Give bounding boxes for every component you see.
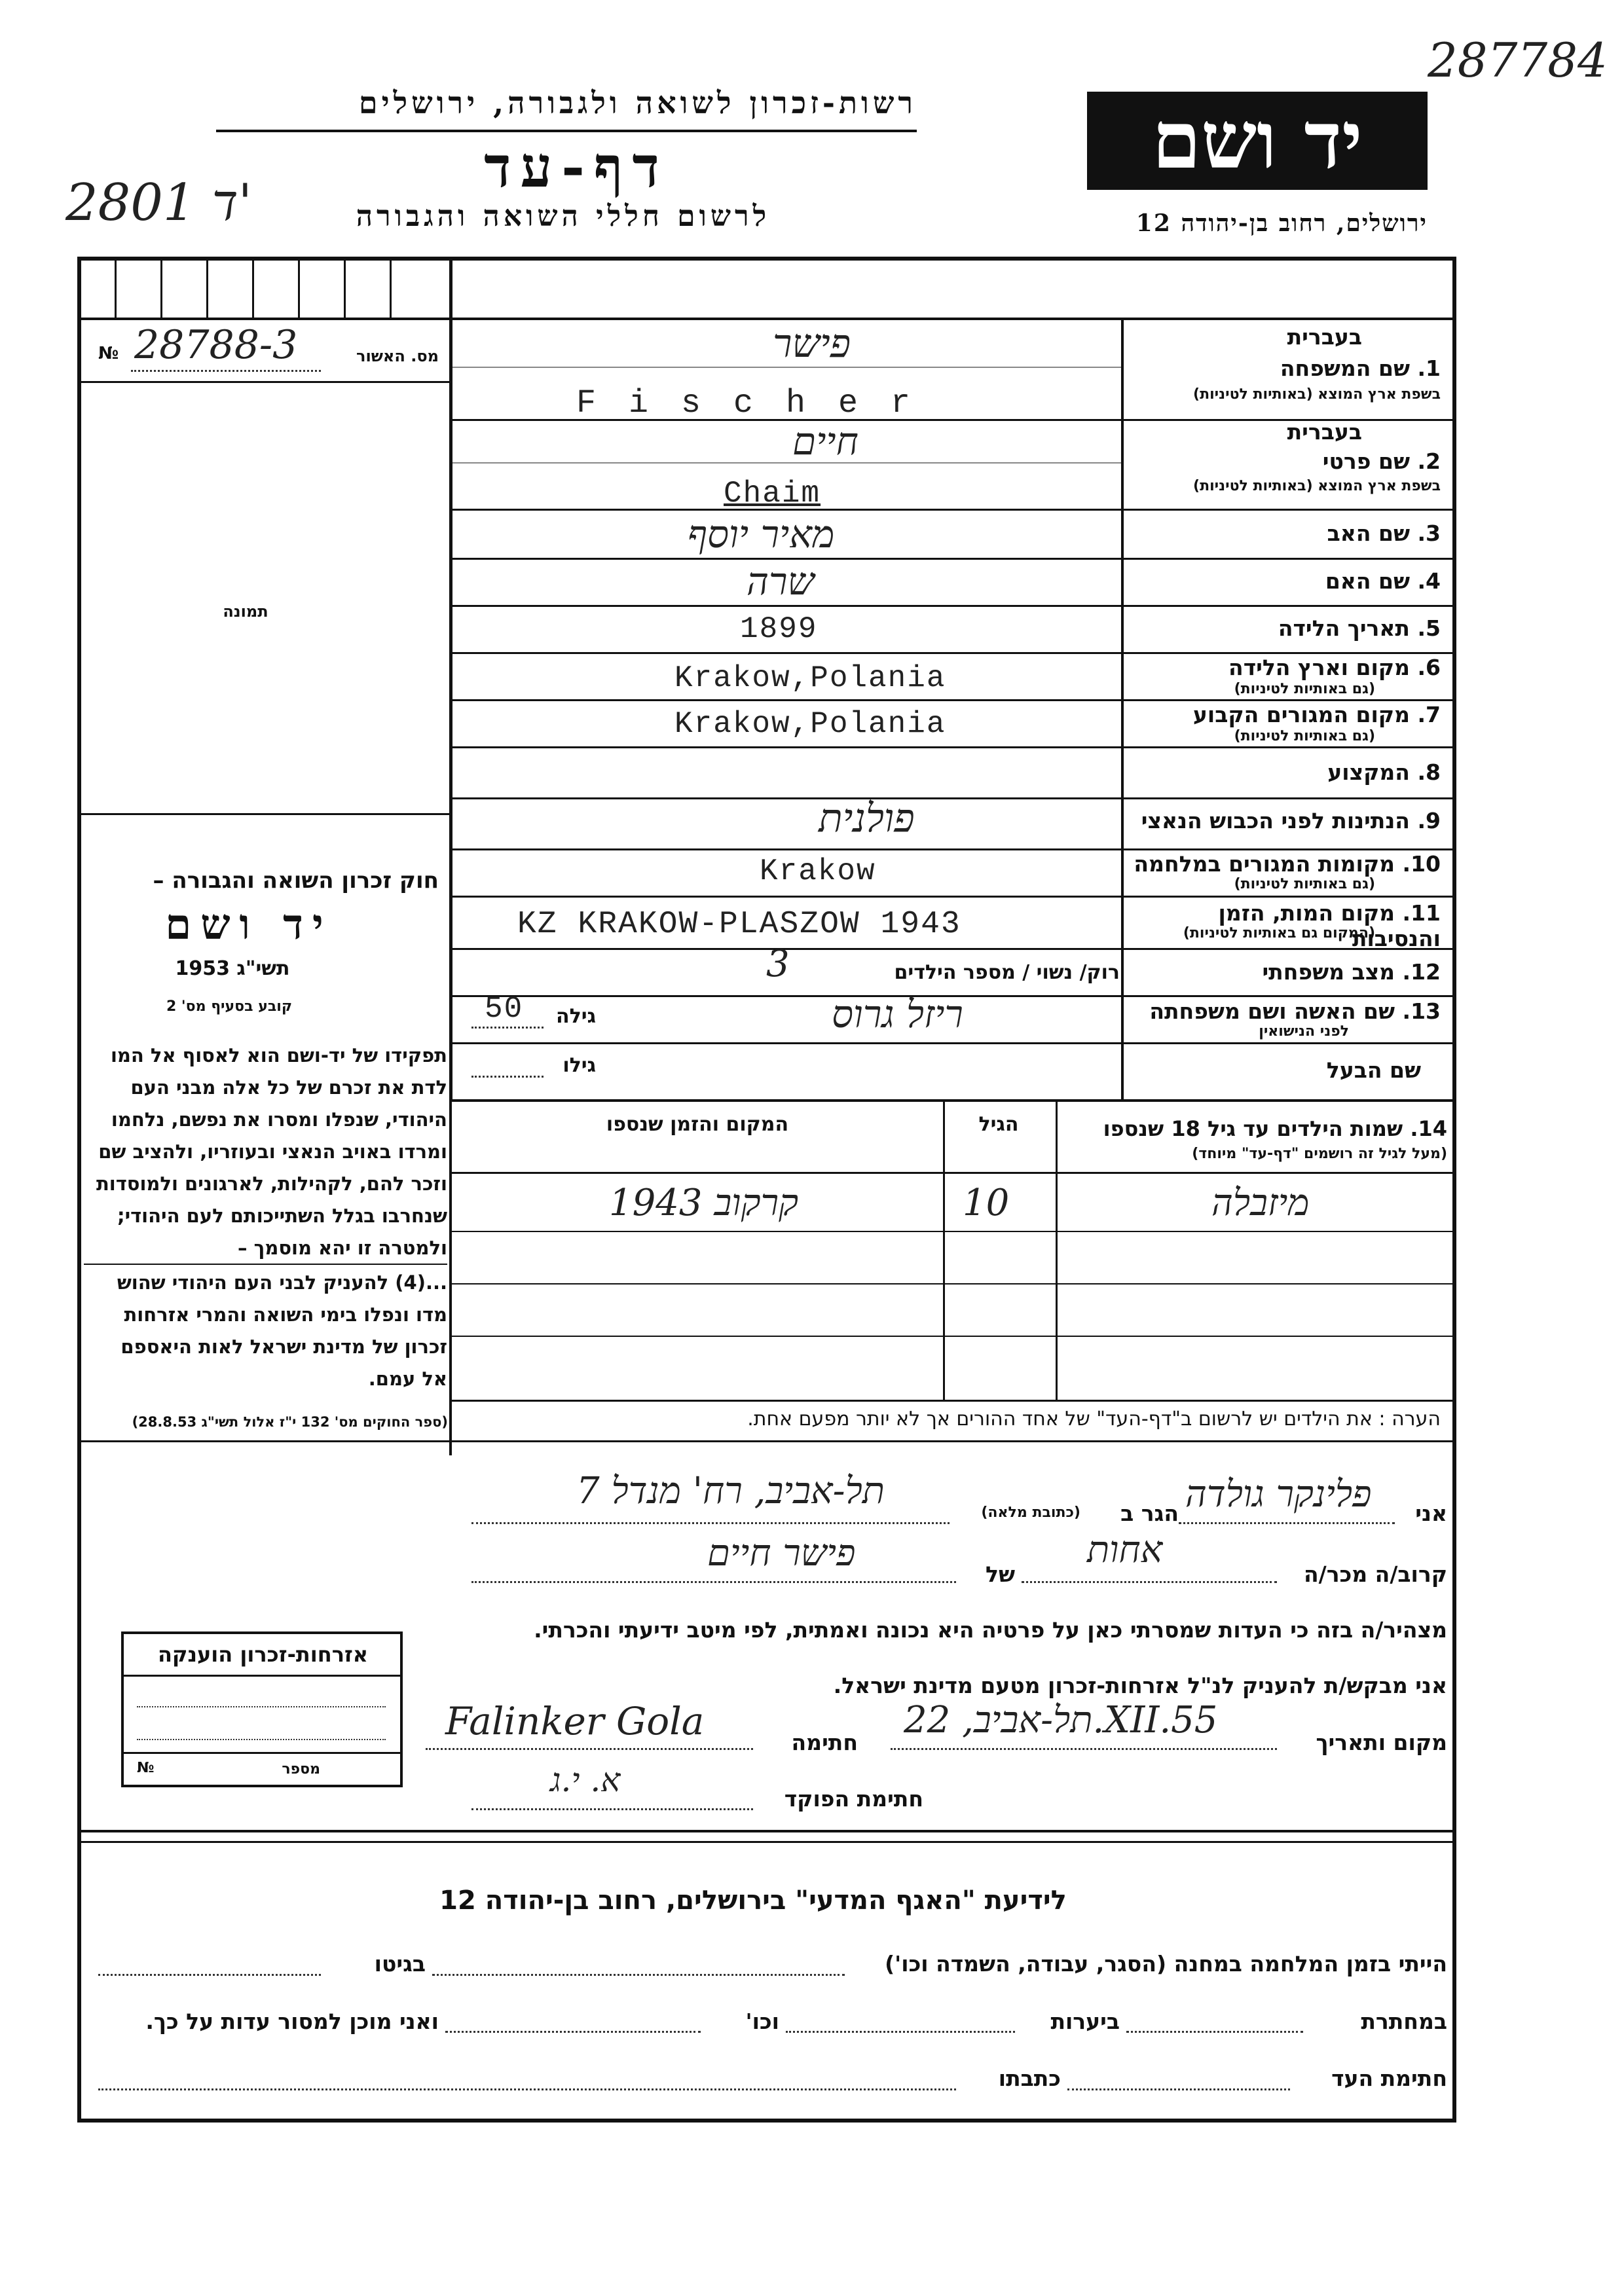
relation-of-value[interactable]: פישר חיים — [707, 1532, 856, 1575]
child-place-time-value[interactable]: קרקוב 1943 — [609, 1182, 799, 1224]
approval-label: מס. האשור — [356, 347, 439, 365]
child-name-value[interactable]: מיזבלה — [1211, 1182, 1310, 1224]
first-name-hebrew-value[interactable]: חיים — [792, 419, 858, 464]
family-name-latin-value[interactable]: F i s c h e r — [576, 385, 917, 422]
address: ירושלים, רחוב בן-יהודה 12 — [1135, 210, 1428, 237]
approval-no-sign: № — [98, 344, 119, 363]
signature-value[interactable]: Falinker Gola — [445, 1699, 705, 1743]
yad-vashem-logo: יד ושם — [1087, 92, 1428, 190]
children-count-value[interactable]: 3 — [766, 943, 790, 985]
first-name-latin-value[interactable]: Chaim — [724, 477, 821, 511]
residence-value[interactable]: Krakow,Polania — [674, 707, 946, 741]
org-underline — [216, 130, 917, 132]
wife-age-value[interactable]: 50 — [485, 992, 524, 1026]
nationality-value[interactable]: פולנית — [819, 795, 915, 841]
wife-name-value[interactable]: ריזל גרוס — [832, 992, 963, 1036]
left-handwritten-number: 2801 ד' — [65, 173, 253, 232]
org-line: רשות-זכרון לשואה ולגבורה, ירושלים — [358, 85, 917, 120]
place-date-value[interactable]: תל-אביב, 22.XII.55 — [904, 1699, 1218, 1741]
top-right-number: 287784 — [1428, 33, 1608, 88]
child-age-value[interactable]: 10 — [963, 1182, 1010, 1224]
death-value[interactable]: KZ KRAKOW-PLASZOW 1943 — [517, 907, 961, 942]
declarant-name-value[interactable]: פלינקר גולדה — [1185, 1473, 1372, 1516]
citizenship-box: אזרחות-זכרון הוענקה № מספר — [121, 1631, 403, 1787]
form-subtitle: לרשום חללי השואה והגבורה — [356, 200, 771, 233]
father-name-value[interactable]: מאיר יוסף — [688, 512, 835, 556]
declarant-address-value[interactable]: תל-אביב, רח' מנדל 7 — [576, 1470, 885, 1512]
birth-date-value[interactable]: 1899 — [740, 612, 818, 646]
birth-place-value[interactable]: Krakow,Polania — [674, 661, 946, 695]
children-note: הערה : את הילדים יש לרשום ב"דף-העד" של אחד ההורים אך לא יותר מפעם אחת. — [747, 1408, 1441, 1430]
approval-number-value: 28788-3 — [134, 322, 298, 368]
form-title: דף-עד — [484, 134, 669, 200]
mother-name-value[interactable]: שרה — [747, 559, 815, 604]
photo-label: תמונה — [223, 602, 268, 621]
family-name-hebrew-value[interactable]: פישר — [773, 321, 851, 367]
relation-value[interactable]: אחות — [1087, 1529, 1163, 1571]
wartime-residence-value[interactable]: Krakow — [760, 854, 876, 888]
supervisor-value[interactable]: א. י.ג — [550, 1761, 621, 1799]
